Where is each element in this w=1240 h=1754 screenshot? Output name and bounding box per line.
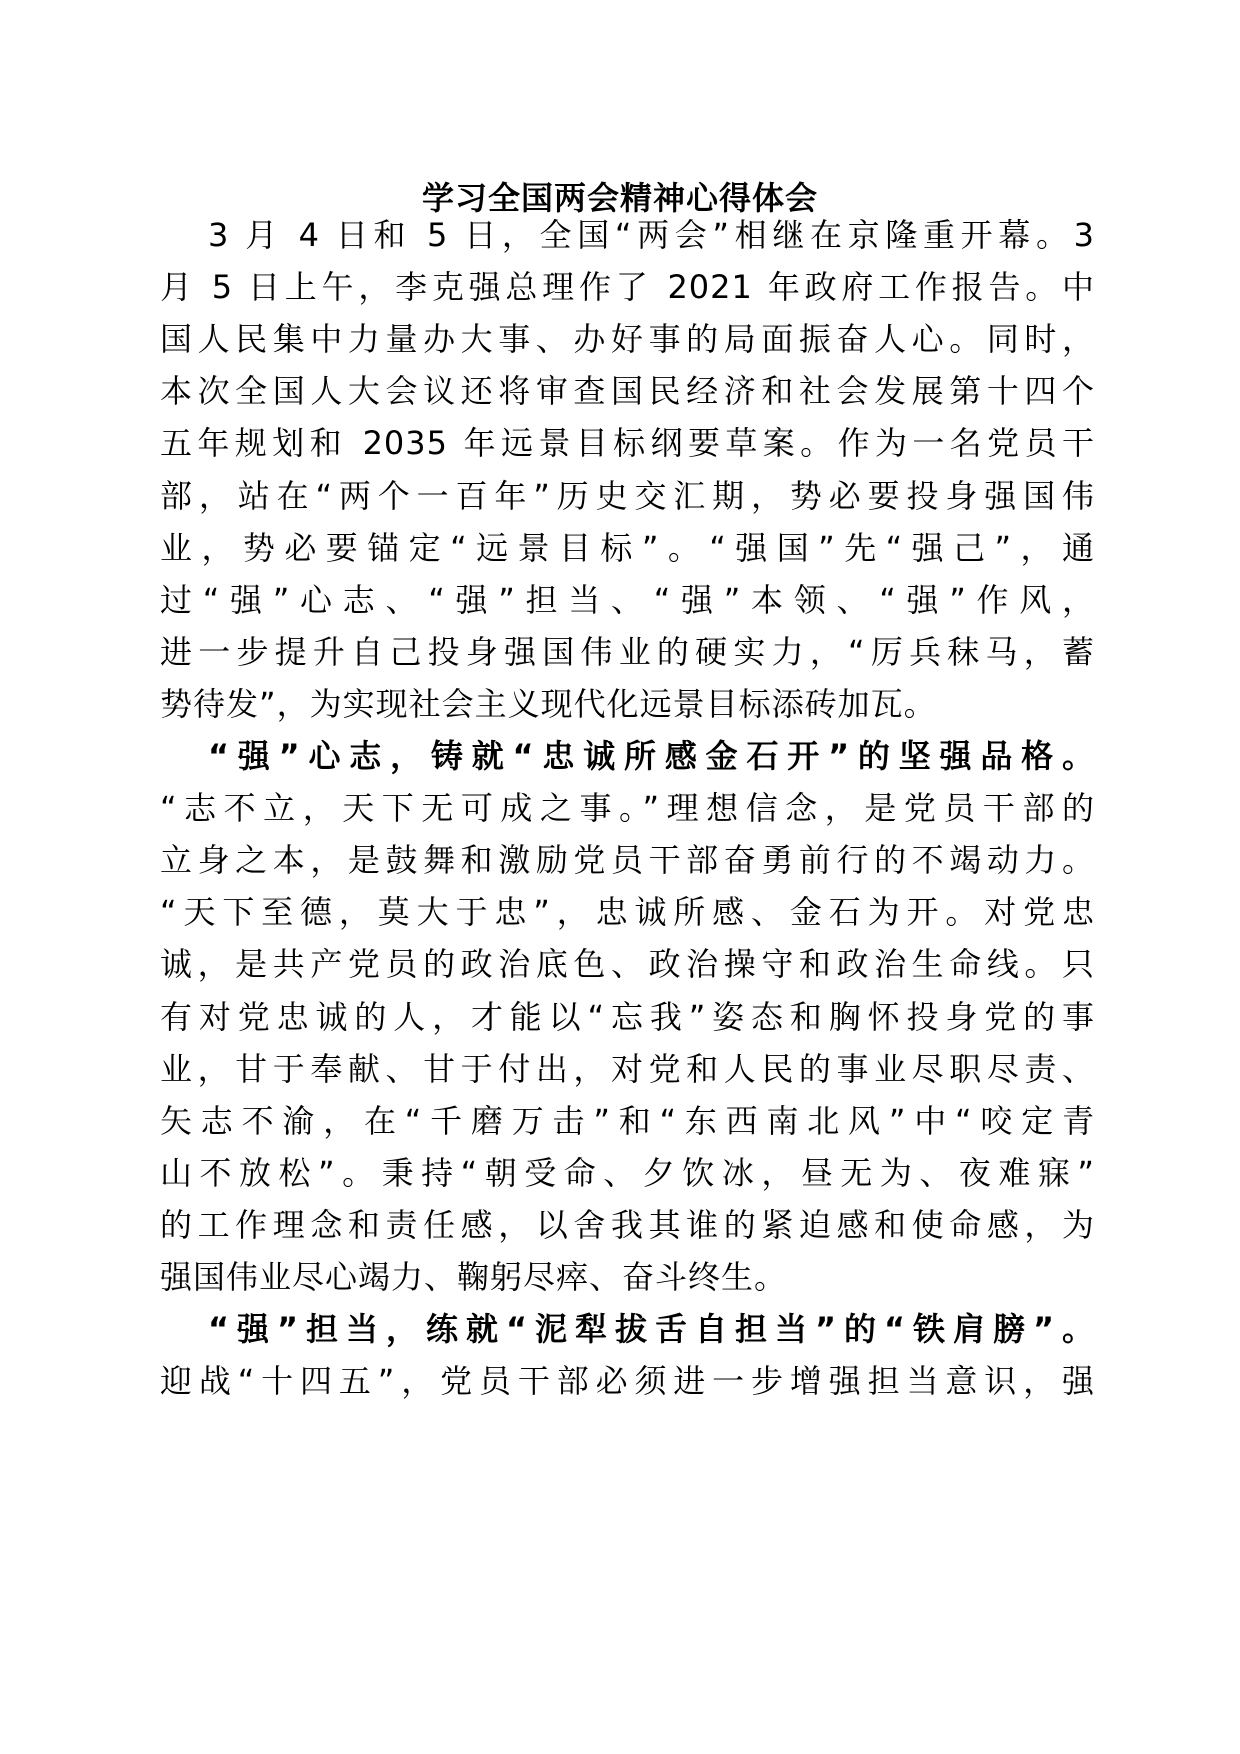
paragraph-line: 业，甘于奉献、甘于付出，对党和人民的事业尽职尽责、: [160, 1050, 1095, 1088]
paragraph-line: 月 5 日上午，李克强总理作了 2021 年政府工作报告。中: [160, 268, 1095, 306]
paragraph-line: 本次全国人大会议还将审查国民经济和社会发展第十四个: [160, 372, 1095, 410]
paragraph-line: 过“强”心志、“强”担当、“强”本领、“强”作风，: [160, 581, 1095, 619]
paragraph-line: “志不立，天下无可成之事。”理想信念，是党员干部的: [160, 789, 1095, 827]
paragraph-line: 矢志不渝，在“千磨万击”和“东西南北风”中“咬定青: [160, 1102, 1095, 1140]
paragraph-line: 立身之本，是鼓舞和激励党员干部奋勇前行的不竭动力。: [160, 841, 1095, 879]
paragraph-line: 国人民集中力量办大事、办好事的局面振奋人心。同时，: [160, 320, 1095, 358]
paragraph-line: 迎战“十四五”，党员干部必须进一步增强担当意识，强: [160, 1362, 1095, 1400]
paragraph-line: 强国伟业尽心竭力、鞠躬尽瘁、奋斗终生。: [160, 1258, 788, 1296]
paragraph-line: 3 月 4 日和 5 日，全国“两会”相继在京隆重开幕。3: [208, 216, 1095, 254]
paragraph-line: “天下至德，莫大于忠”，忠诚所感、金石为开。对党忠: [160, 893, 1095, 931]
section-heading-line: “强”担当，练就“泥犁拔舌自担当”的“铁肩膀”。: [208, 1310, 1095, 1348]
paragraph-line: 五年规划和 2035 年远景目标纲要草案。作为一名党员干: [160, 424, 1095, 462]
paragraph-line: 势待发”，为实现社会主义现代化远景目标添砖加瓦。: [160, 685, 937, 723]
document-title: 学习全国两会精神心得体会: [421, 179, 818, 217]
paragraph-line: 的工作理念和责任感，以舍我其谁的紧迫感和使命感，为: [160, 1206, 1095, 1244]
paragraph-line: 部，站在“两个一百年”历史交汇期，势必要投身强国伟: [160, 477, 1095, 515]
paragraph-line: 诚，是共产党员的政治底色、政治操守和政治生命线。只: [160, 945, 1095, 983]
paragraph-line: 有对党忠诚的人，才能以“忘我”姿态和胸怀投身党的事: [160, 998, 1095, 1036]
paragraph-line: 山不放松”。秉持“朝受命、夕饮冰，昼无为、夜难寐”: [160, 1154, 1095, 1192]
paragraph-line: 业，势必要锚定“远景目标”。“强国”先“强己”，通: [160, 529, 1095, 567]
section-heading-line: “强”心志，铸就“忠诚所感金石开”的坚强品格。: [208, 737, 1095, 775]
paragraph-line: 进一步提升自己投身强国伟业的硬实力，“厉兵秣马，蓄: [160, 633, 1095, 671]
